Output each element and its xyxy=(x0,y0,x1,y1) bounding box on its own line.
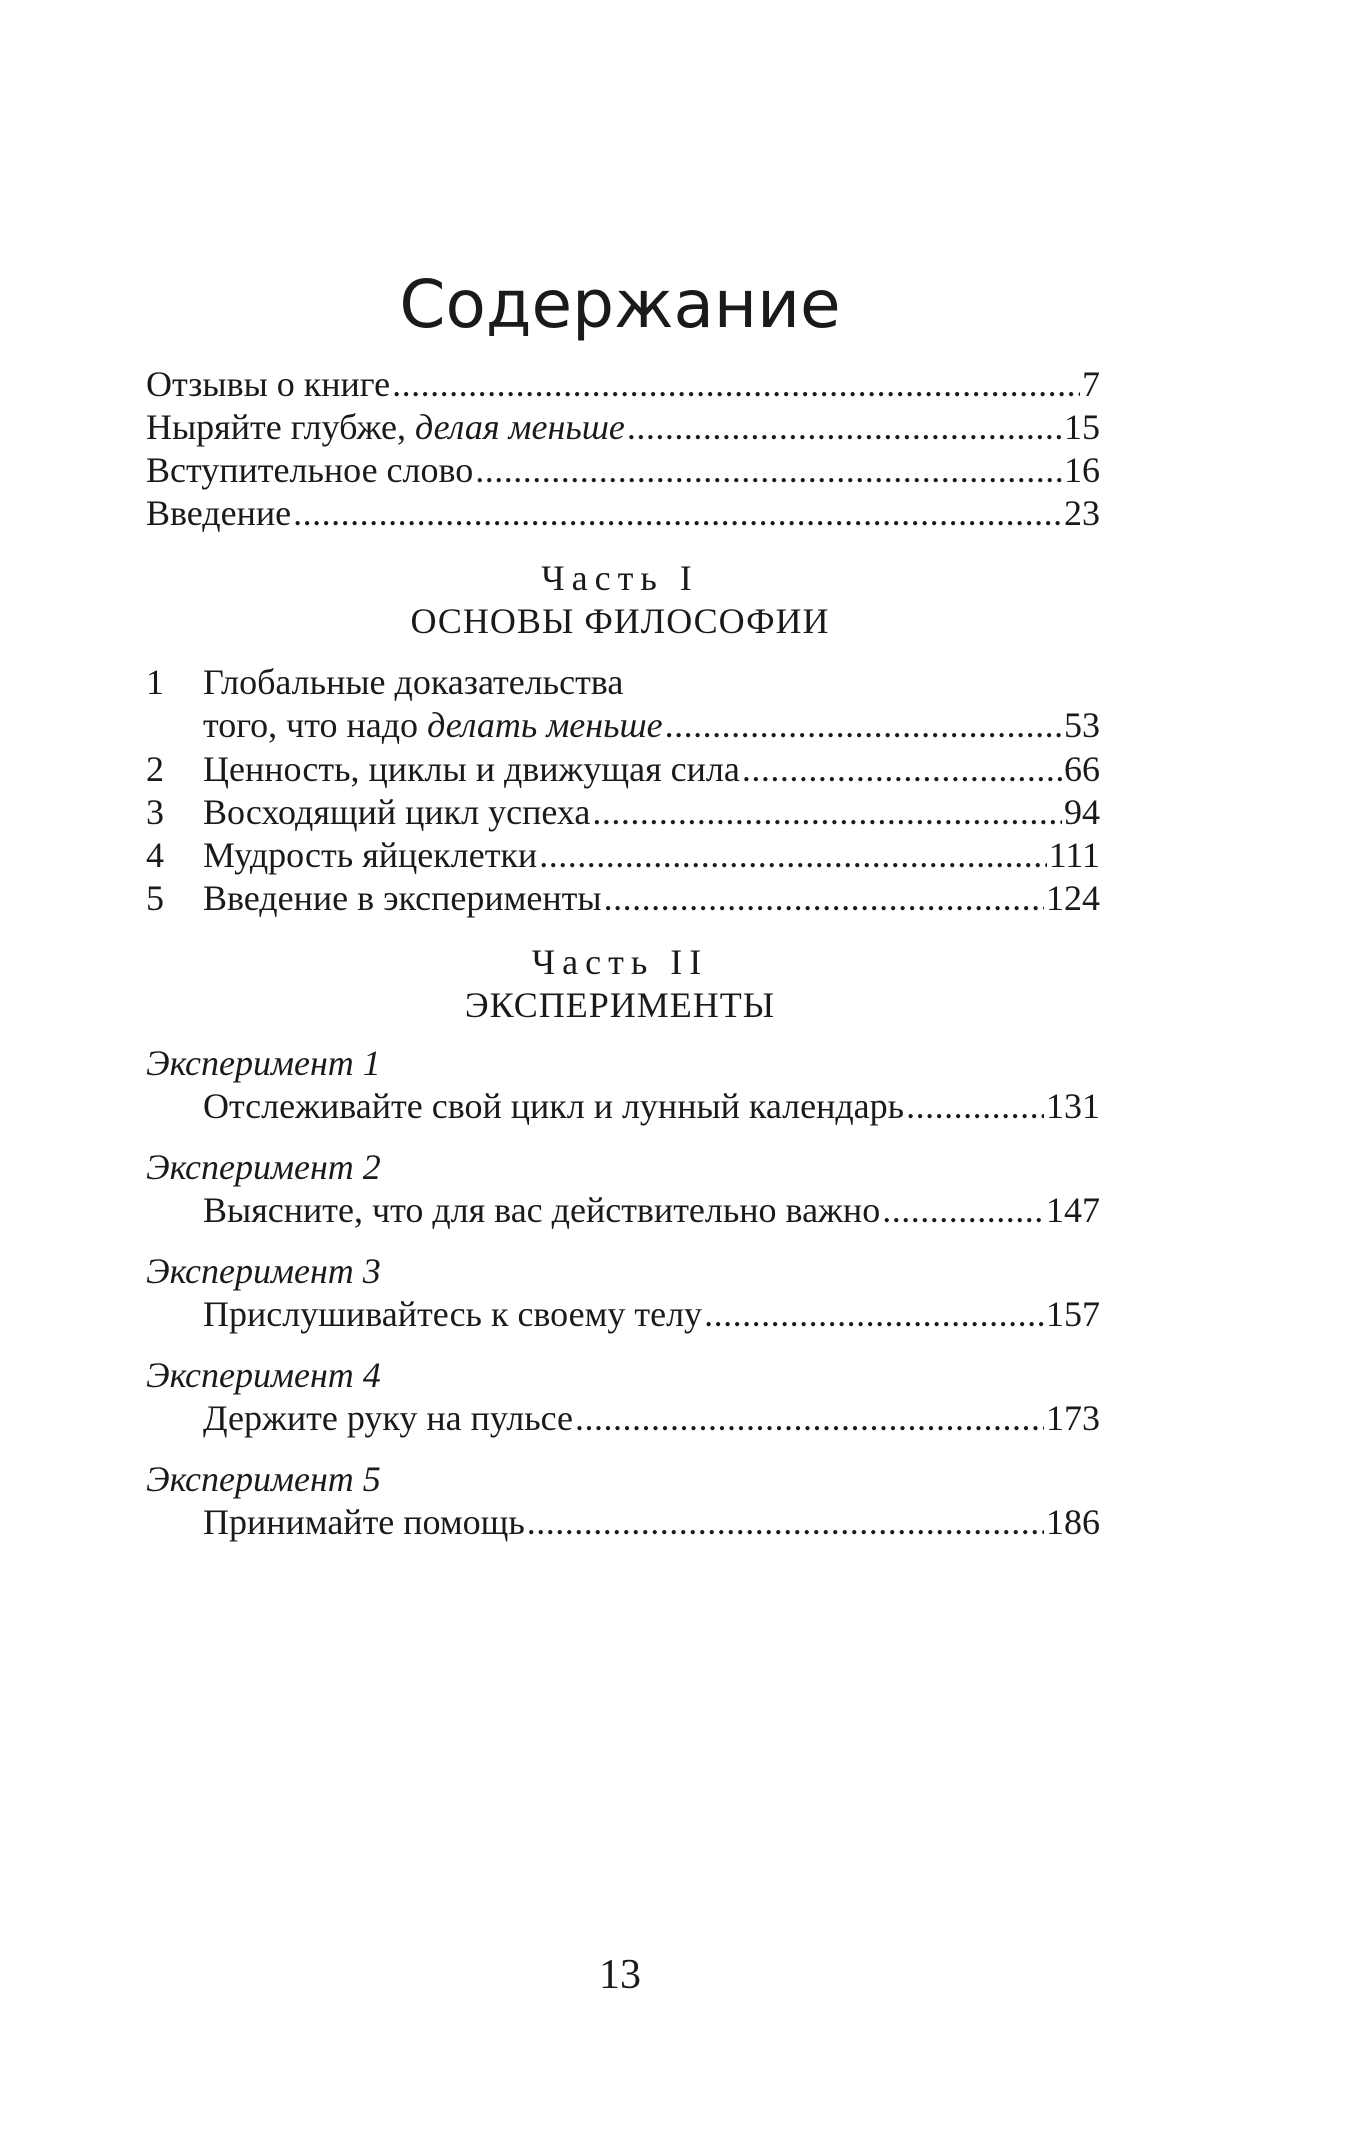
toc-entry-page: 53 xyxy=(1064,705,1100,745)
toc-entry-chapter-4[interactable] xyxy=(203,833,1100,877)
dot-leader xyxy=(527,1500,1044,1544)
chapter-number: 5 xyxy=(146,878,164,918)
toc-entry-page: 15 xyxy=(1064,407,1100,447)
toc-entry-title-italic: делая меньше xyxy=(414,407,625,447)
page-title: Содержание xyxy=(399,266,841,343)
dot-leader xyxy=(665,703,1062,747)
toc-entry-chapter-2[interactable] xyxy=(203,747,1100,791)
dot-leader xyxy=(539,833,1046,877)
dot-leader xyxy=(604,876,1044,920)
toc-entry-page: 23 xyxy=(1064,493,1100,533)
dot-leader xyxy=(575,1396,1044,1440)
experiment-label: Эксперимент 5 xyxy=(146,1459,381,1499)
experiment-label: Эксперимент 1 xyxy=(146,1043,381,1083)
toc-entry-title: Прислушивайтесь к своему телу xyxy=(203,1294,703,1334)
chapter-number: 4 xyxy=(146,835,164,875)
toc-entry-title-plain: того, что надо xyxy=(203,705,428,745)
toc-entry-title: Отслеживайте свой цикл и лунный календарь xyxy=(203,1086,905,1126)
toc-entry-title xyxy=(203,703,663,747)
chapter-number: 1 xyxy=(146,662,164,702)
toc-entry-title: Принимайте помощь xyxy=(203,1502,525,1542)
toc-entry-title: Вступительное слово xyxy=(146,450,474,490)
toc-entry-title: Отзывы о книге xyxy=(146,364,391,404)
toc-entry-page: 66 xyxy=(1064,749,1100,789)
toc-entry-page: 131 xyxy=(1046,1086,1100,1126)
toc-entry-title xyxy=(146,405,625,449)
toc-entry-page: 173 xyxy=(1046,1398,1100,1438)
dot-leader xyxy=(592,790,1062,834)
chapter-title-line1[interactable]: Глобальные доказательства xyxy=(203,662,624,702)
toc-entry-experiment-3[interactable] xyxy=(203,1292,1100,1336)
dot-leader xyxy=(704,1292,1044,1336)
toc-entry-experiment-2[interactable] xyxy=(203,1188,1100,1232)
toc-entry-page: 7 xyxy=(1082,364,1100,404)
toc-entry-chapter-3[interactable] xyxy=(203,790,1100,834)
dot-leader xyxy=(882,1188,1044,1232)
dot-leader xyxy=(627,405,1062,449)
toc-entry-title: Выясните, что для вас действительно важно xyxy=(203,1190,881,1230)
toc-entry-title: Держите руку на пульсе xyxy=(203,1398,574,1438)
experiment-label: Эксперимент 2 xyxy=(146,1147,381,1187)
toc-entry-title: Введение xyxy=(146,493,292,533)
toc-entry-experiment-1[interactable] xyxy=(203,1084,1100,1128)
toc-entry-reviews[interactable] xyxy=(146,362,1100,406)
experiment-label: Эксперимент 4 xyxy=(146,1355,381,1395)
dot-leader xyxy=(392,362,1080,406)
toc-entry-page: 16 xyxy=(1064,450,1100,490)
toc-entry-page: 94 xyxy=(1064,792,1100,832)
dot-leader xyxy=(475,448,1062,492)
toc-entry-experiment-5[interactable] xyxy=(203,1500,1100,1544)
toc-entry-experiment-4[interactable] xyxy=(203,1396,1100,1440)
toc-entry-title: Ценность, циклы и движущая сила xyxy=(203,749,740,789)
toc-entry-chapter-5[interactable] xyxy=(203,876,1100,920)
toc-entry-dive-deeper[interactable] xyxy=(146,405,1100,449)
toc-entry-title-italic: делать меньше xyxy=(427,705,663,745)
experiment-label: Эксперимент 3 xyxy=(146,1251,381,1291)
chapter-number: 2 xyxy=(146,749,164,789)
chapter-number: 3 xyxy=(146,792,164,832)
toc-entry-title: Восходящий цикл успеха xyxy=(203,792,591,832)
part2-label: Часть II xyxy=(531,942,709,982)
toc-entry-page: 111 xyxy=(1048,835,1100,875)
dot-leader xyxy=(742,747,1062,791)
part1-label: Часть I xyxy=(541,558,699,598)
toc-entry-page: 186 xyxy=(1046,1502,1100,1542)
toc-entry-page: 157 xyxy=(1046,1294,1100,1334)
toc-entry-page: 124 xyxy=(1046,878,1100,918)
toc-entry-title-plain: Ныряйте глубже, xyxy=(146,407,415,447)
toc-entry-title: Введение в эксперименты xyxy=(203,878,602,918)
toc-entry-chapter-1[interactable] xyxy=(203,703,1100,747)
part2-title: ЭКСПЕРИМЕНТЫ xyxy=(464,985,776,1025)
toc-entry-introduction[interactable] xyxy=(146,491,1100,535)
toc-entry-foreword[interactable] xyxy=(146,448,1100,492)
page-number: 13 xyxy=(599,1952,641,1998)
toc-entry-page: 147 xyxy=(1046,1190,1100,1230)
part1-title: ОСНОВЫ ФИЛОСОФИИ xyxy=(410,601,830,641)
toc-entry-title: Мудрость яйцеклетки xyxy=(203,835,538,875)
dot-leader xyxy=(293,491,1062,535)
dot-leader xyxy=(906,1084,1044,1128)
